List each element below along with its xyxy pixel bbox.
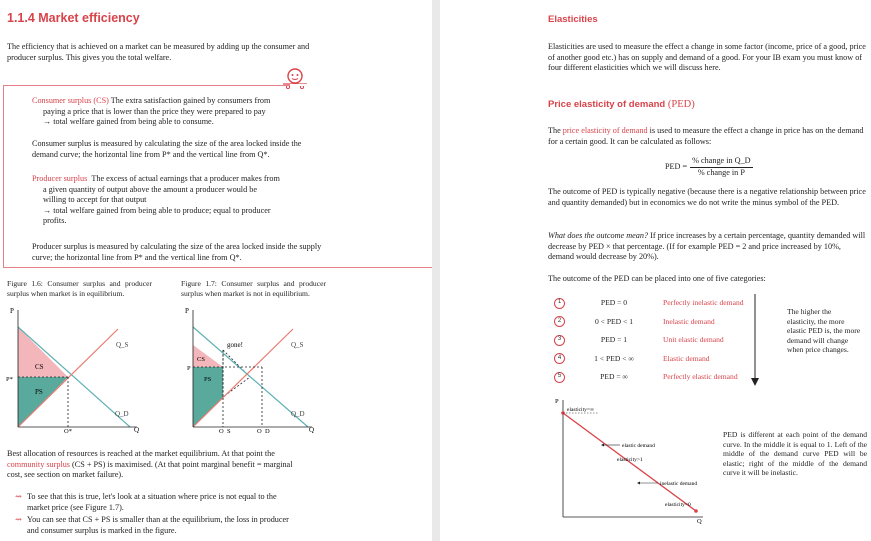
graph-note: PED is different at each point of the demand curve. In the middle it is equal to 1. Left of the middle of the demand curve PED will be elastic; right of the middle of the demand curve it will be inelastic. — [723, 430, 867, 478]
ped-heading: Price elasticity of demand (PED) — [548, 99, 695, 110]
svg-text:P: P — [185, 307, 189, 315]
gone-label: gone! — [227, 341, 243, 349]
elastic-demand-label: elastic demand — [622, 443, 655, 449]
best-allocation-paragraph: Best allocation of resources is reached at the market equilibrium. At that point the community surplus (CS + PS) is maximised. (At that point marginal benefit = marginal cost, see section on market failure). — [7, 449, 293, 480]
figure-1-6-graph — [5, 305, 155, 433]
cs-measure: Consumer surplus is measured by calculating the size of the area locked inside the demand curve; the horizontal line from P* and the vertical line from Q*. — [32, 139, 302, 159]
svg-text:P: P — [187, 365, 191, 372]
svg-text:PS: PS — [204, 376, 212, 383]
svg-text:P: P — [555, 398, 559, 405]
cs-definition: Consumer surplus (CS) The extra satisfaction gained by consumers from paying a price that is lower than the price they were prepared to pay → total welfare gained from being able to consume. — [32, 96, 271, 127]
svg-text:elasticity>1: elasticity>1 — [617, 457, 643, 463]
elasticity-infinity-label: elasticity=∞ — [567, 407, 594, 413]
categories-intro: The outcome of the PED can be placed into one of five categories: — [548, 274, 766, 283]
category-row: 5 PED = ∞ Perfectly elastic demand — [554, 368, 784, 387]
svg-text:CS: CS — [197, 356, 205, 363]
elasticity-side-note: The higher the elasticity, the more elastic PED is, the more demand will change when price changes. — [787, 307, 861, 355]
section-title: 1.1.4 Market efficiency — [7, 11, 140, 25]
inelastic-demand-label: inelastic demand — [660, 481, 698, 487]
ps-definition: Producer surplus The excess of actual earnings that a producer makes from a given quantity of output above the amount a producer would be willing to accept for that output → total welfare gained from being able to produce; equal to producer profits. — [32, 174, 280, 226]
ps-label: PS — [35, 388, 43, 396]
svg-text:P*: P* — [6, 376, 13, 383]
down-arrow-icon — [750, 294, 760, 386]
elasticity-zero-label: elasticity=0 — [665, 502, 691, 508]
svg-text:Q_S: Q_S — [116, 341, 129, 349]
category-row: 1 PED = 0 Perfectly inelastic demand — [554, 294, 784, 313]
figure-1-7-caption: Figure 1.7: Consumer surplus and producer surplus when market is not in equilibrium. — [181, 279, 326, 298]
category-row: 4 1 < PED < ∞ Elastic demand — [554, 350, 784, 369]
ped-formula: PED = % change in Q_D % change in P — [665, 156, 751, 177]
arrow-bullet-icon: ⇝ — [15, 492, 22, 501]
ped-intro: The price elasticity of demand is used to measure the effect a change in price has on the demand for a certain good. It can be calculated as follows: — [548, 126, 864, 146]
svg-text:Q_S: Q_S — [291, 341, 304, 349]
figure-1-6-caption: Figure 1.6: Consumer surplus and producer surplus when market is in equilibrium. — [7, 279, 152, 298]
ped-outcome: The outcome of PED is typically negative (because there is a negative relationship between price and quantity demanded) but in economics we do not write the minus symbol of the PED. — [548, 187, 866, 207]
figure-1-7-graph — [180, 305, 330, 433]
elasticities-title: Elasticities — [548, 14, 598, 25]
elasticities-intro: Elasticities are used to measure the effect a change in some factor (income, price of a good, price of another good etc.) has on supply and demand of a good. For your IB exam you must know of four different elasticities which we will discuss here. — [548, 42, 866, 73]
category-row: 3 PED = 1 Unit elastic demand — [554, 331, 784, 350]
svg-text:P: P — [10, 307, 14, 315]
arrow-bullet-icon: ⇝ — [15, 515, 22, 525]
community-surplus-term: community surplus — [7, 459, 70, 469]
elasticity-graph — [548, 395, 708, 525]
bullet-list: ⇝ To see that this is true, let's look at a situation where price is not equal to the market price (see Figure 1.7). ⇝ You can see that CS + PS is smaller than at the equilibrium, the loss in producer and consumer surplus is marked in the figure. — [15, 492, 289, 535]
ps-term: Producer surplus — [32, 174, 88, 183]
right-page — [440, 0, 871, 541]
ps-measure: Producer surplus is measured by calculating the size of the area locked inside the supply curve; the horizontal line from P* and the vertical line from Q*. — [32, 242, 322, 262]
intro-paragraph: The efficiency that is achieved on a market can be measured by adding up the consumer and producer surplus. This gives you the total welfare. — [7, 42, 310, 62]
cs-term: Consumer surplus (CS) — [32, 96, 109, 105]
svg-text:Q: Q — [134, 426, 140, 433]
svg-text:Q*: Q* — [64, 428, 72, 433]
svg-text:Q_S: Q_S — [219, 428, 231, 433]
ped-meaning: What does the outcome mean? If price increases by a certain percentage, quantity demanded will decrease by PED × that percentage. (If for example PED = 2 and price increased by 10%, demand would decrease by 20%). — [548, 231, 866, 262]
svg-text:Q_D: Q_D — [291, 410, 305, 418]
svg-text:Q_D: Q_D — [115, 410, 129, 418]
svg-text:Q: Q — [309, 426, 315, 433]
left-page — [0, 0, 432, 541]
svg-text:Q_D: Q_D — [257, 428, 270, 433]
cs-label: CS — [35, 363, 44, 371]
category-row: 2 0 < PED < 1 Inelastic demand — [554, 313, 784, 332]
svg-text:Q: Q — [697, 518, 702, 525]
